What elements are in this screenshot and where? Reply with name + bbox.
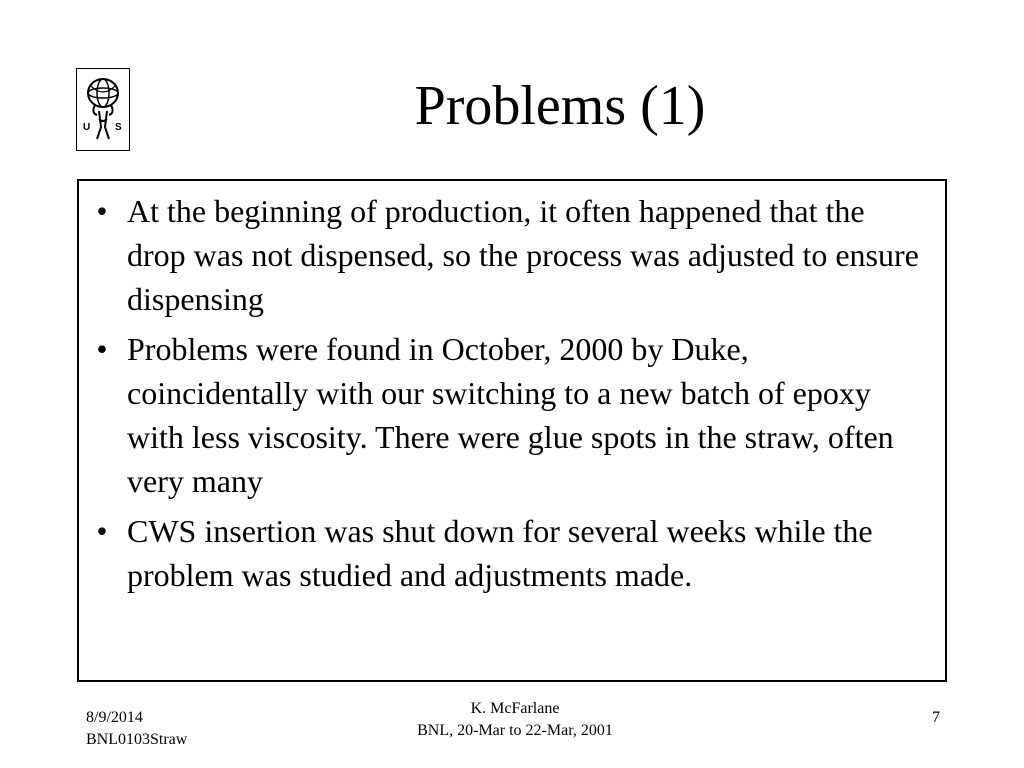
bullet-item xyxy=(87,509,927,597)
content-box xyxy=(77,179,947,682)
footer-date: 8/9/2014 xyxy=(86,709,143,726)
slide-title: Problems (1) xyxy=(414,75,706,137)
atlas-us-logo xyxy=(76,68,130,151)
bullet-text: CWS insertion was shut down for several weeks while the problem was studied and adjustments made. xyxy=(127,513,873,593)
footer-file: BNL0103Straw xyxy=(86,731,188,748)
atlas-us-logo-icon xyxy=(77,69,129,150)
bullet-marker: • xyxy=(96,331,108,367)
bullet-list xyxy=(87,189,927,603)
bullet-marker: • xyxy=(96,513,108,549)
bullet-marker: • xyxy=(96,193,108,229)
footer-center xyxy=(370,698,660,742)
footer-author: K. McFarlane xyxy=(470,700,560,717)
bullet-item xyxy=(87,327,927,503)
logo-letter-s: S xyxy=(115,122,122,133)
page-number: 7 xyxy=(932,709,940,726)
bullet-text: At the beginning of production, it often happened that the drop was not dispensed, so the process was adjusted to ensure dispensing xyxy=(127,193,919,317)
bullet-item xyxy=(87,189,927,321)
logo-letter-u: U xyxy=(83,122,91,133)
footer-left xyxy=(86,707,187,751)
footer-event: BNL, 20-Mar to 22-Mar, 2001 xyxy=(417,722,613,739)
bullet-text: Problems were found in October, 2000 by Duke, coincidentally with our switching to a new batch of epoxy with less viscosity. There were glue spots in the straw, often very many xyxy=(127,331,894,499)
